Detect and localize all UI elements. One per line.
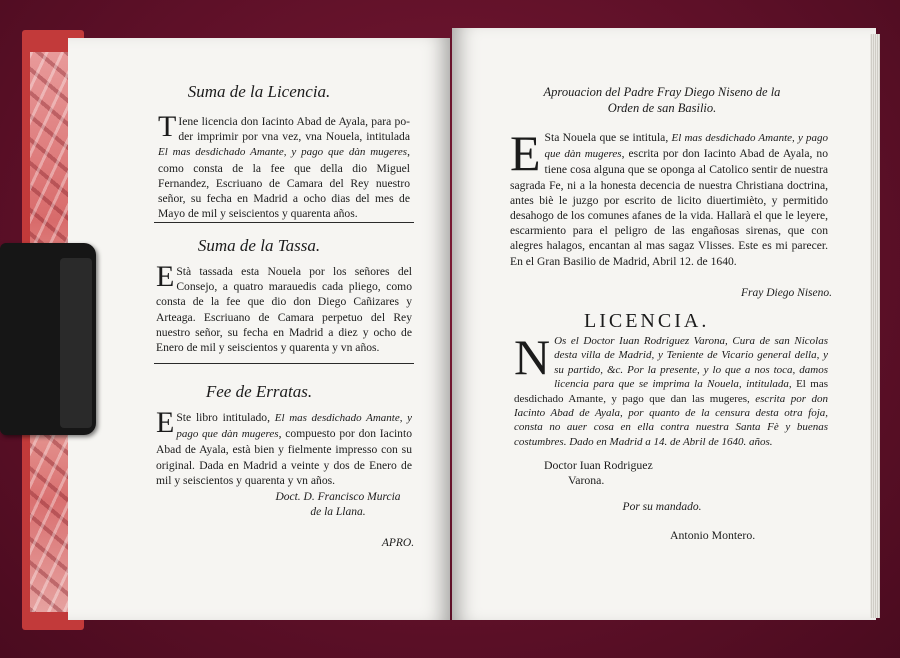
left-page (68, 38, 450, 620)
aprouacion-text: E Sta Nouela que se intitula, El mas desdichado Amante, y pago que dàn mugeres, escrita por don Iacinto Abad de Ayala, no tiene cosa alguna que se oponga al Catolico sentir de nuestra sagrada Fe, ni a la honesta decencia de nuestra Christiana doctrina, antes biè le juzgo por escrito de licito diuertimièto, y permitido desahogo de los comunes afanes de la vida. Hallarà el que le leyere, escarmiento para el peligro de las engañosas sirenas, que con alegres halagos, encantan al mas sagaz Vlisses. Este es mi parecer. En el Gran Basilio de Madrid, Abril 12. de 1640. (510, 125, 829, 268)
drop-cap: E (156, 260, 175, 293)
aprouacion-title: Aprouacion del Padre Fray Diego Niseno de la Orden de san Basilio. (543, 85, 781, 115)
drop-cap: E (510, 125, 541, 181)
signature-fray: Fray Diego Niseno. (740, 287, 832, 299)
doctor-name: Doctor Iuan Rodriguez Varona. (544, 458, 653, 487)
suma-tassa-text: E Stà tassada esta Nouela por los señores del Consejo, a quatro marauedis cada pliego, como consta de la fee que dio don Diego Cañizares y Arteaga. Escriuano de Camara perpetuo del Rey nuestro señor, su fecha en Madrid a diez y ocho de Enero de mil y seiscientos y quarenta y vn años. (156, 260, 412, 355)
signature-murcia: Doct. D. Francisco Murcia de la Llana. (275, 491, 401, 518)
antonio-montero: Antonio Montero. (670, 528, 756, 542)
drop-cap: N (514, 329, 551, 385)
drop-cap: E (156, 406, 175, 439)
catchword: APRO. (381, 537, 415, 549)
fee-erratas-text: E Ste libro intitulado, El mas desdichado Amante, y pago que dàn mugeres, compuesto por don Iacinto Abad de Ayala, està bien y fielmente impresso con su original. Dada en Madrid a veinte y dos de Enero de mil y seiscientos y quarenta y vn años. (156, 406, 412, 487)
drop-cap: T (158, 110, 177, 143)
suma-licencia-title: Suma de la Licencia. (187, 82, 331, 101)
licencia-text: N Os el Doctor Iuan Rodriguez Varona, Cura de san Nicolas desta villa de Madrid, y Teniente de Vicario general della, y su partido, &c. Por la presente, y lo que a nos toca, damos licencia para que se imprima la Nouela, intitulada, El mas desdichado Amante, y pago que dan las mugeres, escrita por don Iacinto Abad de Ayala, por quanto de la censura desta otra foja, consta no auer cosa en ella contra nuestra Santa Fè y buenas costumbres. Dado en Madrid a 14. de Abril de 1640. años. (514, 329, 828, 448)
por-su-mandado: Por su mandado. (622, 501, 702, 513)
suma-licencia-text: T Iene licencia don Iacinto Abad de Ayala, para po- der imprimir por vna vez, vna Nouela, intitulada El mas desdichado Amante, y pago que dàn mugeres, como consta de la fee que della dio Miguel Fernandez, Escriuano de Camara del Rey nuestro señor, su fecha en Madrid a ocho dias del mes de Mayo de mil y seiscientos y quarenta años. (158, 110, 410, 221)
right-page (452, 28, 876, 620)
suma-tassa-title: Suma de la Tassa. (197, 236, 321, 255)
fee-erratas-title: Fee de Erratas. (205, 382, 313, 401)
divider-rule (154, 363, 414, 364)
divider-rule (154, 222, 414, 223)
tab-clip (60, 258, 92, 428)
licencia-title: LICENCIA. (584, 310, 710, 332)
page-edges (870, 34, 880, 618)
